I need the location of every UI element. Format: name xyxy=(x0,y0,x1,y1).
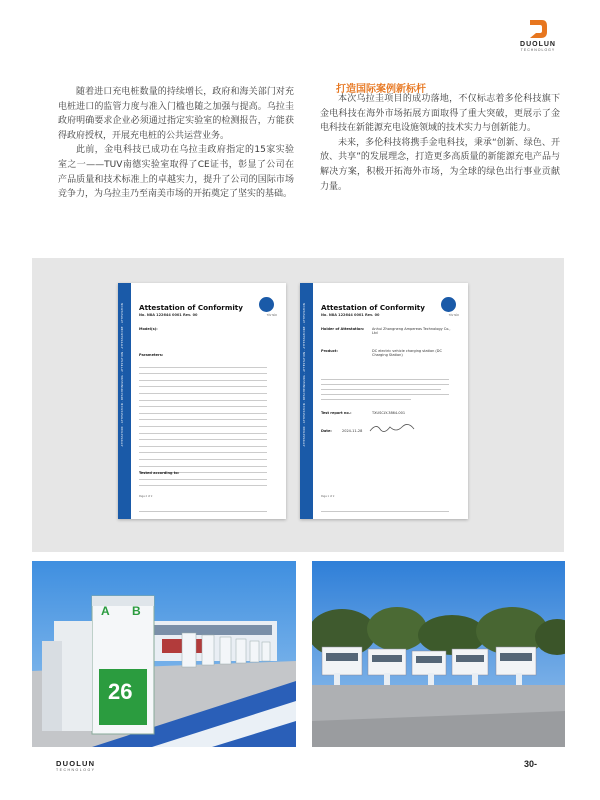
section-heading: 打造国际案例新标杆 xyxy=(336,84,426,95)
product-value: DC electric vehicle charging station (DC Charging Station) xyxy=(372,349,442,357)
parameters-label: Parameters: xyxy=(139,353,164,357)
page-number: 30- xyxy=(524,759,538,769)
certificate-number: No. N8A 122644 0001 Rev. 00 xyxy=(321,313,380,317)
certificate-title: Attestation of Conformity xyxy=(321,303,425,312)
brand-tagline: TECHNOLOGY xyxy=(56,768,96,772)
certificate-side-stripe: ATTESTATION · ATTESTATION · BESCHEINIGUNG · ATTESTATION · ATTESTAZIONE · ATTESTATION xyxy=(118,283,131,519)
test-report-label: Test report no.: xyxy=(321,411,352,415)
signature-icon xyxy=(368,421,418,437)
charger-label-a: A xyxy=(101,604,110,618)
tested-label: Tested according to: xyxy=(139,471,180,475)
brand-name: DUOLUN xyxy=(56,759,96,768)
tuv-badge-icon xyxy=(259,297,274,312)
tuv-badge-icon xyxy=(441,297,456,312)
left-column xyxy=(58,85,294,202)
holder-label: Holder of Attestation: xyxy=(321,327,365,331)
paragraph: 此前，金电科技已成功在乌拉圭政府指定的15家实验室之一——TUV南德实验室取得了CE证书，彰显了公司在产品质量和技术标准上的卓越实力，提升了公司的国际市场竞争力，为乌拉圭乃至南美市场的开拓奠定了坚实的基础。 xyxy=(58,145,294,200)
right-column xyxy=(320,92,560,194)
brand-mark-icon xyxy=(527,18,549,40)
badge-label: TÜV SÜD xyxy=(448,314,459,317)
footer-rule xyxy=(321,511,449,512)
date-value: 2024-11-28 xyxy=(342,429,363,433)
footer-rule xyxy=(139,511,267,512)
parameter-table xyxy=(139,361,267,486)
date-label: Date: xyxy=(321,429,332,433)
brand-tagline: TECHNOLOGY xyxy=(520,48,556,52)
charger-label-b: B xyxy=(132,604,141,618)
certificate-title: Attestation of Conformity xyxy=(139,303,243,312)
certificate-side-stripe: ATTESTATION · ATTESTATION · BESCHEINIGUNG · ATTESTATION · ATTESTAZIONE · ATTESTATION xyxy=(300,283,313,519)
certificate-number: No. N8A 122644 0001 Rev. 00 xyxy=(139,313,198,317)
certificate-page-1 xyxy=(300,283,468,519)
charging-station-photo xyxy=(32,561,296,747)
paragraph: 未来，多伦科技将携手金电科技，秉承“创新、绿色、开放、共享”的发展理念，打造更多高质量的新能源充电产品与解决方案，积极开拓海外市场，为全球的绿色出行事业贡献力量。 xyxy=(320,137,560,192)
brand-logo-bottom xyxy=(56,759,96,772)
models-label: Model(s): xyxy=(139,327,158,331)
bus-depot-photo xyxy=(312,561,565,747)
holder-value: Anhui Zhongneng Ampereas Technology Co., Ltd xyxy=(372,327,451,335)
page-label: Page 2 of 2 xyxy=(139,495,153,498)
certificate-panel xyxy=(32,258,564,552)
badge-label: TÜV SÜD xyxy=(266,314,277,317)
page-label: Page 1 of 2 xyxy=(321,495,335,498)
brand-name: DUOLUN xyxy=(520,41,556,48)
product-label: Product: xyxy=(321,349,338,353)
brand-logo-top xyxy=(506,18,570,58)
certificate-page-2 xyxy=(118,283,286,519)
paragraph: 本次乌拉圭项目的成功落地，不仅标志着多伦科技旗下金电科技在海外市场拓展方面取得了重大突破，更展示了金电科技在新能源充电设施领域的技术实力与创新能力。 xyxy=(320,94,560,134)
test-report-value: TXUSCLY-3864-001 xyxy=(372,411,406,415)
paragraph: 随着进口充电桩数量的持续增长，政府和海关部门对充电桩进口的监管力度与准入门槛也随之加强与提高。乌拉圭政府明确要求企业必须通过指定实验室的检测报告，方能获得政府授权，开展充电桩的公共运营业务。 xyxy=(58,87,294,141)
charger-number: 26 xyxy=(108,679,133,704)
